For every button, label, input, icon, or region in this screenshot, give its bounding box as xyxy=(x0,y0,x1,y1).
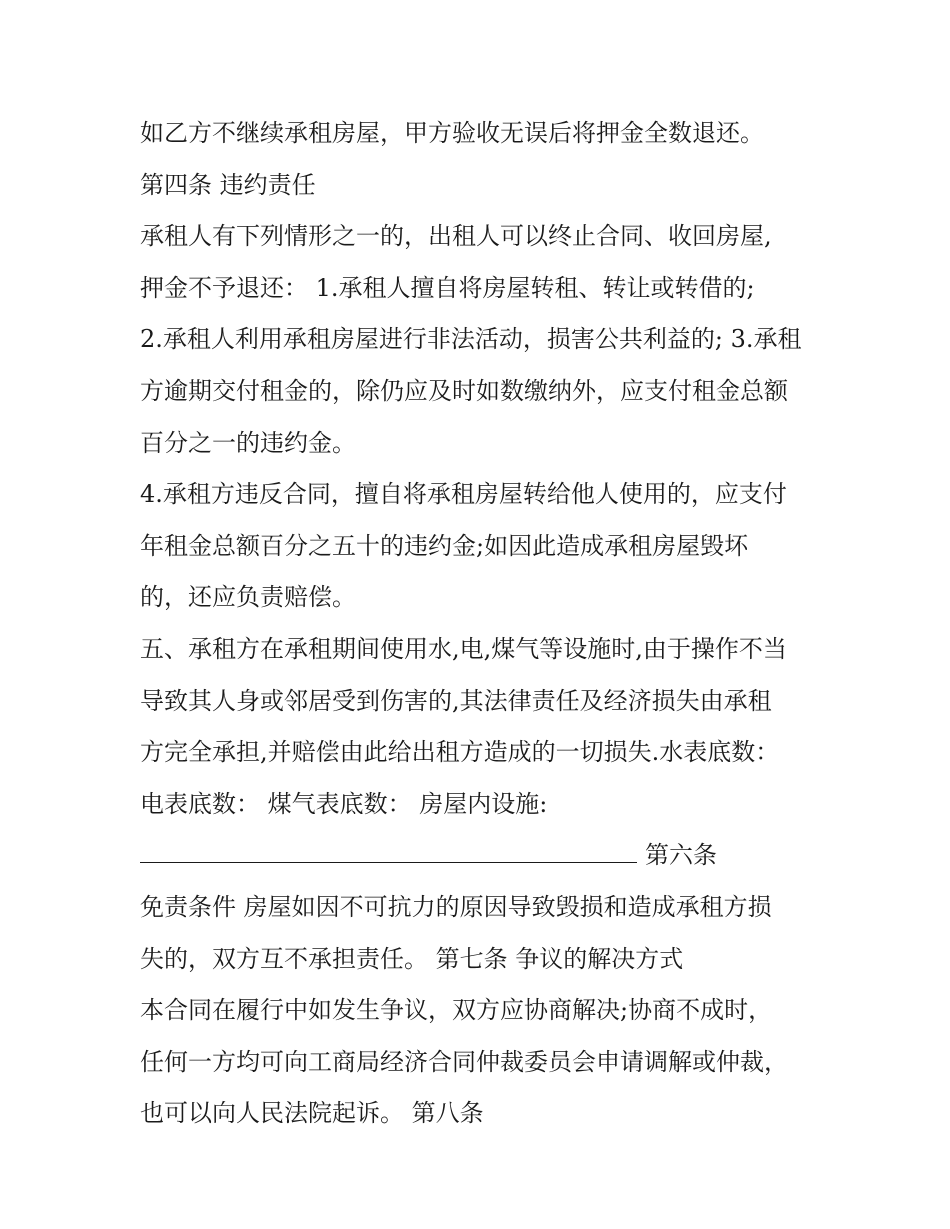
text-line: 电表底数： 煤气表底数： 房屋内设施: xyxy=(140,789,548,818)
text-line: 如乙方不继续承租房屋，甲方验收无误后将押金全数退还。 xyxy=(140,119,764,147)
text-line: 也可以向人民法院起诉。 第八条 xyxy=(140,1099,484,1128)
text-line: 免责条件 房屋如因不可抗力的原因导致毁损和造成承租方损 xyxy=(140,892,772,921)
text-line: 本合同在履行中如发生争议，双方应协商解决;协商不成时， xyxy=(140,996,773,1025)
blank-underline xyxy=(140,835,637,863)
text-line: 失的，双方互不承担责任。 第七条 争议的解决方式 xyxy=(140,944,684,973)
text-line: 4.承租方违反合同，擅自将承租房屋转给他人使用的，应支付 xyxy=(140,480,787,509)
text-line: 方逾期交付租金的，除仍应及时如数缴纳外，应支付租金总额 xyxy=(140,376,788,405)
text-line: 方完全承担,并赔偿由此给出租方造成的一切损失.水表底数： xyxy=(140,738,780,767)
text-line: 百分之一的违约金。 xyxy=(140,428,356,457)
section-heading-article-6: 第六条 xyxy=(645,841,717,870)
contract-text xyxy=(140,108,830,1140)
text-line: 五、承租方在承租期间使用水,电,煤气等设施时,由于操作不当 xyxy=(140,634,787,663)
section-heading-article-4: 第四条 违约责任 xyxy=(140,170,316,199)
text-line: 任何一方均可向工商局经济合同仲裁委员会申请调解或仲裁， xyxy=(140,1047,788,1076)
text-line: 年租金总额百分之五十的违约金;如因此造成承租房屋毁坏 xyxy=(140,531,749,560)
text-line: 导致其人身或邻居受到伤害的,其法律责任及经济损失由承租 xyxy=(140,686,772,715)
text-line: 承租人有下列情形之一的，出租人可以终止合同、收回房屋, xyxy=(140,222,772,251)
text-line: 押金不予退还： 1.承租人擅自将房屋转租、转让或转借的; xyxy=(140,273,755,302)
blank-fill-line xyxy=(140,830,830,882)
text-line: 的，还应负责赔偿。 xyxy=(140,583,356,612)
text-line: 2.承租人利用承租房屋进行非法活动，损害公共利益的; 3.承租 xyxy=(140,325,802,354)
